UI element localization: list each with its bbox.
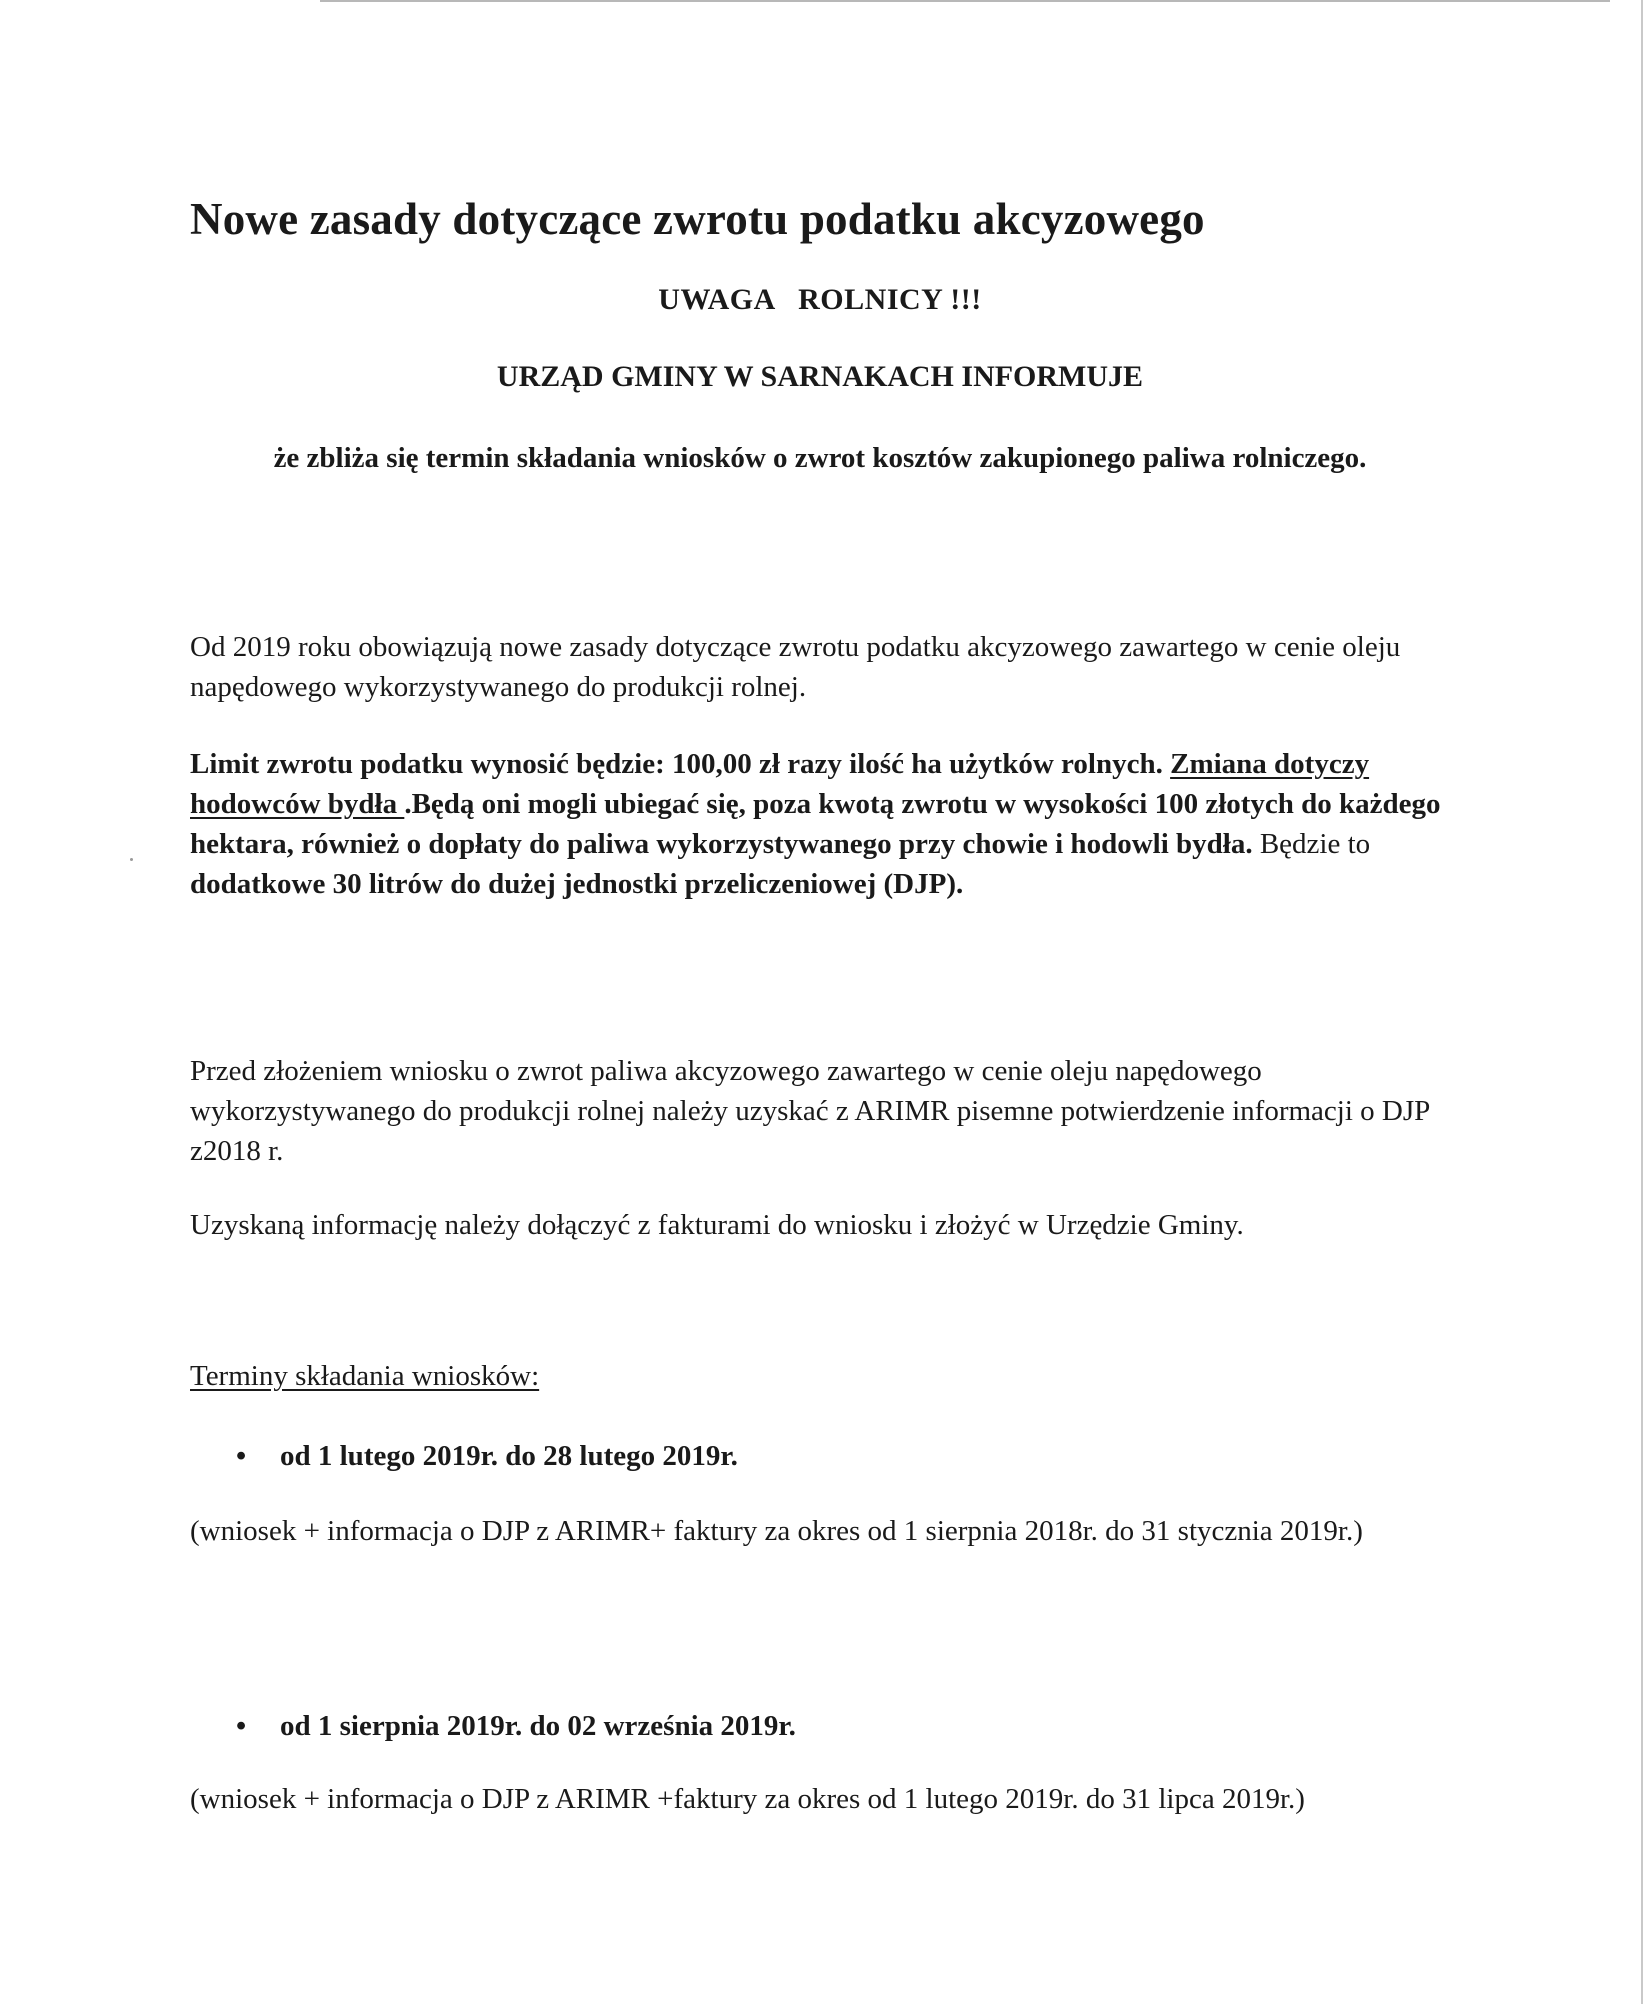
cattle-change-text: Zmiana dotyczy hodowców bydła bbox=[190, 748, 1370, 820]
scan-top-border bbox=[320, 0, 1610, 2]
term-note: (wniosek + informacja o DJP z ARIMR +faktury za okres od 1 lutego 2019r. do 31 lipca 2019r.) bbox=[190, 1783, 1305, 1815]
scan-speck bbox=[130, 858, 133, 861]
term-item bbox=[236, 1440, 738, 1473]
office-heading: URZĄD GMINY W SARNAKACH INFORMUJE bbox=[496, 360, 1144, 393]
paragraph-new-rules: Od 2019 roku obowiązują nowe zasady dotyczące zwrotu podatku akcyzowego zawartego w cenie oleju napędowego wykorzystywanego do produkcji rolnej. bbox=[190, 631, 1401, 703]
limit-text: Limit zwrotu podatku wynosić będzie: 100,00 zł razy ilość ha użytków rolnych. bbox=[190, 748, 1171, 780]
term-period: od 1 sierpnia 2019r. do 02 września 2019r. bbox=[280, 1710, 796, 1742]
intro-text: że zbliża się termin składania wniosków o zwrot kosztów zakupionego paliwa rolniczego. bbox=[273, 442, 1367, 474]
connector-text: Będzie to bbox=[1259, 828, 1371, 860]
paragraph-submission: Uzyskaną informację należy dołączyć z fakturami do wniosku i złożyć w Urzędzie Gminy. bbox=[190, 1209, 1244, 1241]
term-note: (wniosek + informacja o DJP z ARIMR+ faktury za okres od 1 sierpnia 2018r. do 31 stycznia 2019r.) bbox=[190, 1515, 1363, 1547]
djp-text: dodatkowe 30 litrów do dużej jednostki przeliczeniowej (DJP). bbox=[190, 868, 964, 900]
term-item bbox=[236, 1710, 796, 1743]
paragraph-limit bbox=[190, 744, 1450, 904]
term-period: od 1 lutego 2019r. do 28 lutego 2019r. bbox=[280, 1440, 738, 1472]
scan-right-border bbox=[1641, 0, 1643, 2004]
bullet-icon: • bbox=[236, 1710, 247, 1742]
document-title: Nowe zasady dotyczące zwrotu podatku akcyzowego bbox=[190, 194, 1205, 244]
paragraph-arimr: Przed złożeniem wniosku o zwrot paliwa akcyzowego zawartego w cenie oleju napędowego wykorzystywanego do produkcji rolnej należy uzyskać z ARIMR pisemne potwierdzenie informacji o DJP z2018 r. bbox=[190, 1055, 1430, 1167]
terms-label: Terminy składania wniosków: bbox=[190, 1360, 540, 1392]
warning-heading: UWAGA ROLNICY !!! bbox=[658, 283, 982, 316]
cattle-subsidy-text: .Będą oni mogli ubiegać się, poza kwotą zwrotu w wysokości 100 złotych do każdego hektara, również o dopłaty do paliwa wykorzystywanego przy chowie i hodowli bydła. bbox=[190, 788, 1441, 860]
bullet-icon: • bbox=[236, 1440, 247, 1472]
